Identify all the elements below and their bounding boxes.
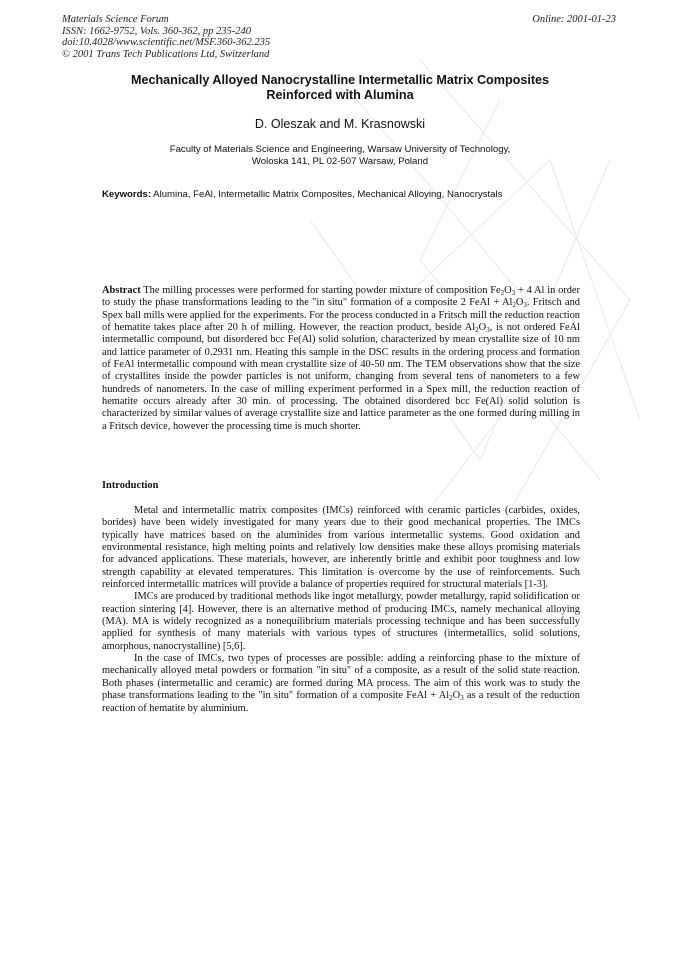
affiliation-line-2: Woloska 141, PL 02-507 Warsaw, Poland	[251, 155, 429, 167]
abstract-text: O	[478, 322, 487, 334]
intro-paragraph-2: IMCs are produced by traditional methods like ingot metallurgy, powder metallurgy, rapid solidification or reaction sintering [4]. However, there is an alternative method of producing IMCs, namely mechanical alloying (MA). MA is widely recognized as a nonequilibrium materials processing technique and has been successfully applied for synthesis of many materials with various types of structures (intermetallics, solid solutions, amorphous, nanocrystalline) [5,6].	[102, 591, 580, 652]
affiliation-line-1: Faculty of Materials Science and Engineering, Warsaw University of Technology,	[169, 144, 511, 155]
introduction-body	[102, 505, 580, 715]
doi-line[interactable]: doi:10.4028/www.scientific.net/MSF.360-362.235	[62, 37, 271, 48]
online-date: Online: 2001-01-23	[532, 14, 616, 25]
introduction-heading: Introduction	[102, 480, 159, 491]
paragraph-text: O	[452, 690, 461, 702]
subscript: 2	[475, 326, 479, 335]
subscript: 3	[511, 289, 516, 297]
intro-paragraph-1: Metal and intermetallic matrix composites (IMCs) reinforced with ceramic particles (carbides, oxides, borides) have been widely investigated for many years due to their good mechanical properties. The IMCs typically have matrices based on the aluminides from various intermetallic systems. Good oxidation and environmental resistance, high melting points and relatively low densities make these alloys promising materials for advanced applications. These materials, however, are inherently brittle and exhibit poor toughness and low strength capability at elevated temperatures. This limitation is overcome by the use of reinforcements. Such reinforced intermetallic matrices will provide a balance of properties required for structural materials [1-3].	[102, 505, 580, 591]
keywords	[102, 189, 582, 200]
affiliation	[80, 144, 600, 167]
abstract-text: O	[515, 297, 524, 309]
keywords-text: Alumina, FeAl, Intermetallic Matrix Composites, Mechanical Alloying, Nanocrystals	[151, 189, 503, 200]
copyright-line: © 2001 Trans Tech Publications Ltd, Switzerland	[62, 48, 270, 60]
subscript: 2	[449, 694, 453, 703]
abstract-text: , is not ordered FeAl intermetallic compound, but disordered bcc Fe(Al) solid solution, characterized by mean crystallite size of 10 nm and lattice parameter of 0.2931 nm. Heating this sample in the DSC results in the ordering process and formation of FeAl intermetallic compound with mean crystallite size of 40-50 nm. The TEM observations show that the size of crystallites inside the powder particles is not uniform, changing from several tens of nanometers to a few hundreds of nanometers. In the case of milling experiment performed in a Spex mill, the reduction reaction of hematite occurs already after 30 min. of processing. The obtained disordered bcc Fe(Al) solid solution is characterized by similar values of average crystallite size and lattice parameter as the one formed during milling in a Fritsch device, however the processing time is much shorter.	[102, 322, 580, 432]
journal-name: Materials Science Forum	[62, 14, 169, 25]
title-line-2: Reinforced with Alumina	[266, 88, 414, 102]
subscript: 2	[512, 301, 516, 310]
paragraph-text: as a result of the reduction reaction of hematite by aluminium.	[102, 690, 580, 714]
subscript: 2	[500, 289, 505, 297]
citation-header	[62, 14, 270, 60]
abstract-label: Abstract	[102, 285, 141, 296]
title-line-1: Mechanically Alloyed Nanocrystalline Intermetallic Matrix Composites	[130, 73, 550, 87]
subscript: 3	[460, 694, 464, 703]
abstract	[102, 285, 580, 433]
abstract-text: . Fritsch and Spex ball mills were applied for the experiments. For the process conducted in a Fritsch mill the reduction reaction of hematite takes place after 20 h of milling. However, the reaction product, beside Al	[102, 297, 580, 334]
abstract-text: O	[504, 285, 512, 296]
issn-line: ISSN: 1662-9752, Vols. 360-362, pp 235-240	[62, 25, 251, 37]
subscript: 3	[486, 326, 490, 335]
authors: D. Oleszak and M. Krasnowski	[254, 117, 426, 131]
abstract-text: The milling processes were performed for starting powder mixture of composition Fe	[140, 285, 501, 296]
subscript: 3	[523, 301, 527, 310]
keywords-label: Keywords:	[102, 189, 152, 200]
abstract-text: + 4 Al in order to study the phase transformations leading to the "in situ" formation of a composite 2 FeAl + Al	[102, 285, 580, 309]
paragraph-text: In the case of IMCs, two types of processes are possible: adding a reinforcing phase to the mixture of mechanically alloyed metal powders or formation "in situ" of a composite, as a result of the solid state reaction. Both phases (intermetallic and ceramic) are formed during MA process. The aim of this work was to study the phase transformations leading to the "in situ" formation of a composite FeAl + Al	[102, 653, 580, 702]
paper-title	[80, 73, 600, 103]
intro-paragraph-3	[102, 653, 580, 715]
